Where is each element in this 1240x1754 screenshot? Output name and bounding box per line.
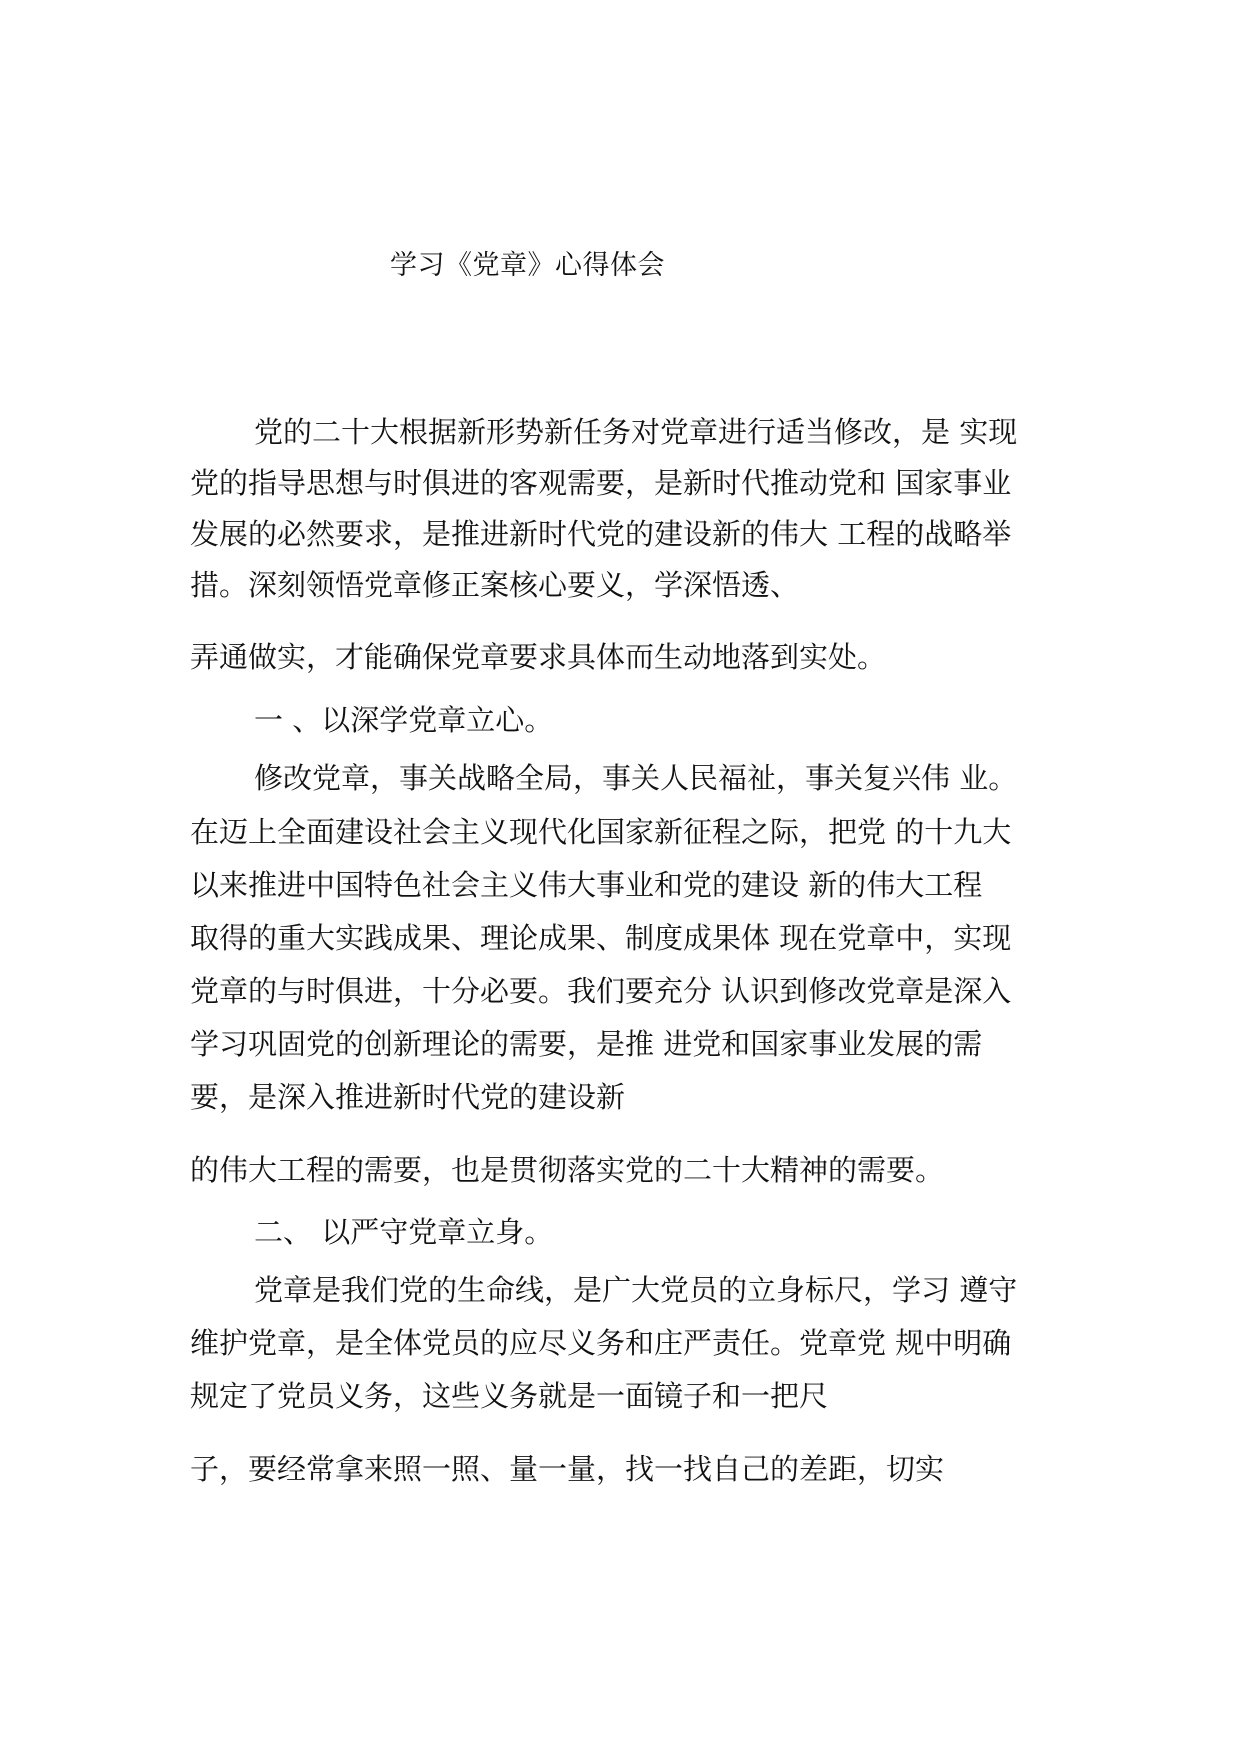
paragraph-line: 党的指导思想与时俱进的客观需要，是新时代推动党和 国家事业 xyxy=(190,466,1012,500)
paragraph-line: 的伟大工程的需要，也是贯彻落实党的二十大精神的需要。 xyxy=(190,1153,945,1187)
paragraph-line: 党章是我们党的生命线，是广大党员的立身标尺，学习 遵守 xyxy=(254,1273,1018,1307)
paragraph-line: 党的二十大根据新形势新任务对党章进行适当修改，是 实现 xyxy=(254,415,1018,449)
paragraph-line: 维护党章，是全体党员的应尽义务和庄严责任。党章党 规中明确 xyxy=(190,1326,1012,1360)
paragraph-line: 措。深刻领悟党章修正案核心要义，学深悟透、 xyxy=(190,568,800,602)
paragraph-line: 规定了党员义务，这些义务就是一面镜子和一把尺 xyxy=(190,1379,829,1413)
paragraph-line: 以来推进中国特色社会主义伟大事业和党的建设 新的伟大工程 xyxy=(190,868,983,902)
paragraph-line: 发展的必然要求，是推进新时代党的建设新的伟大 工程的战略举 xyxy=(190,517,1012,551)
paragraph-line: 学习巩固党的创新理论的需要，是推 进党和国家事业发展的需 xyxy=(190,1027,983,1061)
document-title: 学习《党章》心得体会 xyxy=(390,250,665,281)
paragraph-line: 党章的与时俱进，十分必要。我们要充分 认识到修改党章是深入 xyxy=(190,974,1012,1008)
paragraph-line: 在迈上全面建设社会主义现代化国家新征程之际，把党 的十九大 xyxy=(190,815,1012,849)
paragraph-line: 弄通做实，才能确保党章要求具体而生动地落到实处。 xyxy=(190,640,887,674)
section-heading-1: 一 、以深学党章立心。 xyxy=(254,703,554,737)
paragraph-line: 修改党章，事关战略全局，事关人民福祉，事关复兴伟 业。 xyxy=(254,761,1018,795)
paragraph-line: 取得的重大实践成果、理论成果、制度成果体 现在党章中，实现 xyxy=(190,921,1012,955)
paragraph-line: 子，要经常拿来照一照、量一量，找一找自己的差距，切实 xyxy=(190,1452,945,1486)
paragraph-line: 要，是深入推进新时代党的建设新 xyxy=(190,1080,626,1114)
section-heading-2: 二、 以严守党章立身。 xyxy=(254,1215,554,1249)
